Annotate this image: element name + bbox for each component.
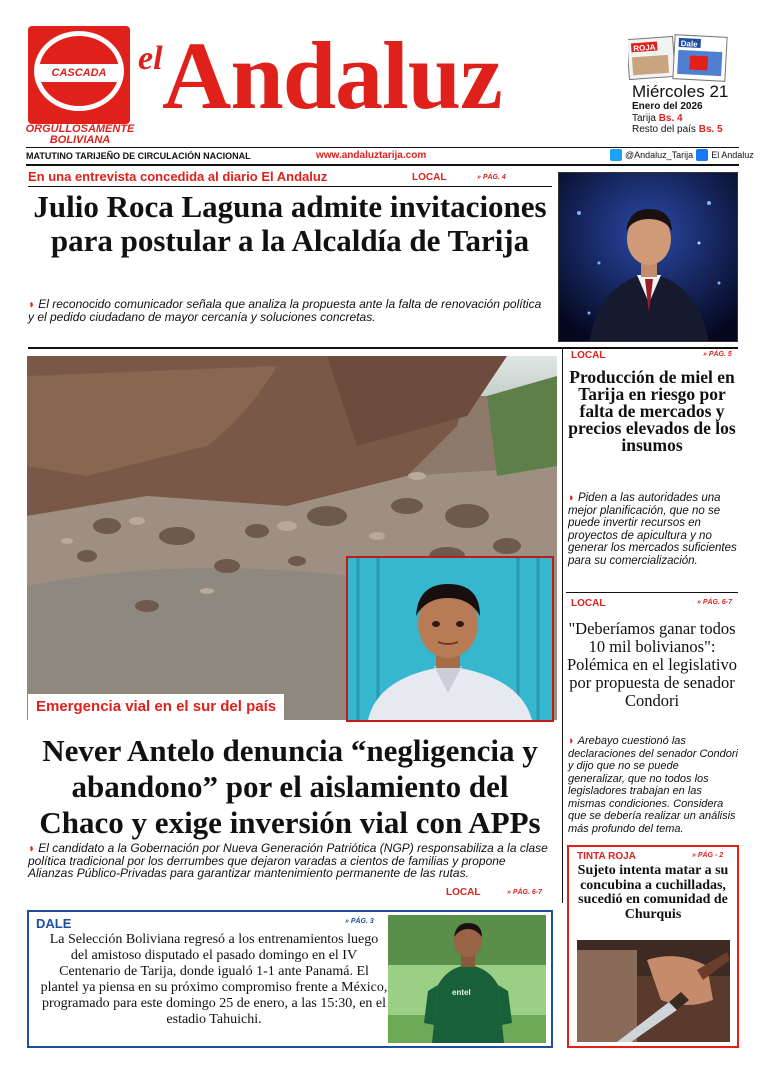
lead-rule xyxy=(28,186,552,187)
side1-section-tag: LOCAL xyxy=(571,350,606,361)
facebook-icon xyxy=(696,149,708,161)
lead-kicker: En una entrevista concedida al diario El Andaluz xyxy=(28,169,328,184)
social-handles xyxy=(610,149,754,161)
side2-headline[interactable]: "Deberíamos ganar todos 10 mil bolivianos": Polémica en el legislativo por propuesta de senador Condori xyxy=(567,619,737,710)
dale-story-text[interactable]: La Selección Boliviana regresó a los entrenamientos luego del amistoso disputado el pasado domingo en el IV Centenario de Tarija, donde igualó 1-1 ante Panamá. El plantel ya piensa en su próximo compromiso frente a México, programado para este domingo 25 de enero, a las 15:30, en el estadio Tahuichi. xyxy=(40,932,388,1027)
lead-section-tag: LOCAL xyxy=(412,172,447,183)
dale-page-ref: » PÁG. 3 xyxy=(345,918,374,925)
presenter-illustration xyxy=(559,173,738,342)
main-page-ref: » PÁG. 6-7 xyxy=(507,889,543,896)
price-local-value: Bs. 4 xyxy=(658,113,683,124)
side1-page-ref: » PÁG. 5 xyxy=(703,351,732,358)
cascada-logo-label: CASCADA xyxy=(38,64,120,82)
side1-deck xyxy=(568,492,738,567)
knife-illustration xyxy=(577,940,730,1042)
lead-deck xyxy=(28,298,546,324)
bullet-icon: ◗ xyxy=(28,297,36,311)
price-rest-value: Bs. 5 xyxy=(698,124,723,135)
lead-portrait-photo[interactable] xyxy=(558,172,738,342)
footballer-photo[interactable] xyxy=(388,915,546,1043)
brand-prefix: el xyxy=(138,40,163,77)
price-rest-label: Resto del país xyxy=(632,124,696,135)
side2-deck-text: Arebayo cuestionó las declaraciones del senador Condori y dijo que no se puede generalizar, que no todos los legisladores trabajan en las mismas condiciones. Considera que se debería realizar un análisis más profundo del tema. xyxy=(568,735,738,835)
lead-page-ref: » PÁG. 4 xyxy=(477,174,506,181)
footballer-illustration xyxy=(388,915,546,1043)
candidate-illustration xyxy=(348,558,552,720)
candidate-photo[interactable] xyxy=(346,556,554,722)
logo-tagline: ORGULLOSAMENTE BOLIVIANA xyxy=(25,123,135,146)
newspaper-title: Andaluz xyxy=(162,22,502,129)
column-divider xyxy=(562,348,563,903)
side2-page-ref: » PÁG. 6-7 xyxy=(697,599,733,606)
bullet-icon: ◗ xyxy=(28,841,36,855)
issue-date-day: Miércoles 21 xyxy=(632,82,729,101)
side1-deck-text: Piden a las autoridades una mejor planificación, que no se puede invertir recursos en proyectos de apicultura y no generar los mercados suficientes para su comercialización. xyxy=(568,492,737,567)
dale-section-tag: DALE xyxy=(36,916,72,931)
twitter-handle[interactable]: @Andaluz_Tarija xyxy=(625,150,694,160)
tinta-page-ref: » PÁG - 2 xyxy=(692,852,724,859)
side-divider xyxy=(566,592,738,593)
tinta-headline[interactable]: Sujeto intenta matar a su concubina a cuchilladas, sucedió en comunidad de Churquis xyxy=(577,863,729,922)
jersey-sponsor-label: entel xyxy=(452,988,471,997)
thumb-label-dale: Dale xyxy=(680,38,698,49)
price-rest xyxy=(632,124,723,135)
website-link[interactable]: www.andaluztarija.com xyxy=(316,150,427,161)
bullet-icon: ◗ xyxy=(568,492,575,504)
price-local xyxy=(632,113,683,124)
supplement-thumbnails xyxy=(628,34,728,82)
crime-photo[interactable] xyxy=(577,940,730,1042)
issue-date-month: Enero del 2026 xyxy=(632,101,703,112)
side1-headline[interactable]: Producción de miel en Tarija en riesgo por falta de mercados y precios elevados de los insumos xyxy=(568,367,736,455)
masthead-rule-top xyxy=(26,147,739,148)
masthead-rule-bottom xyxy=(26,164,739,166)
bullet-icon: ◗ xyxy=(568,735,575,747)
main-deck-text: El candidato a la Gobernación por Nueva Generación Patriótica (NGP) responsabiliza a la clase política tradicional por los derrumbes que dejaron varadas a cientos de familias y propone Alianzas Público-Privadas para garantizar mantenimiento permanente de las rutas. xyxy=(28,841,548,880)
photo-caption: Emergencia vial en el sur del país xyxy=(28,694,284,720)
main-deck xyxy=(28,842,548,880)
thumb-label-roja: ROJA xyxy=(632,42,656,54)
facebook-handle[interactable]: El Andaluz xyxy=(711,150,754,160)
circulation-strap: MATUTINO TARIJEÑO DE CIRCULACIÓN NACIONAL xyxy=(26,151,251,161)
lead-deck-text: El reconocido comunicador señala que analiza la propuesta ante la falta de renovación política y el pedido ciudadano de mayor cercanía y soluciones concretas. xyxy=(28,297,542,324)
main-headline[interactable]: Never Antelo denuncia “negligencia y abandono” por el aislamiento del Chaco y exige inversión vial con APPs xyxy=(39,733,541,840)
twitter-icon xyxy=(610,149,622,161)
lead-headline[interactable]: Julio Roca Laguna admite invitaciones para postular a la Alcaldía de Tarija xyxy=(33,189,547,258)
tinta-section-tag: TINTA ROJA xyxy=(577,851,636,862)
price-local-label: Tarija xyxy=(632,113,656,124)
side2-deck xyxy=(568,735,738,835)
lead-bottom-rule xyxy=(28,347,738,349)
main-section-tag: LOCAL xyxy=(446,887,481,898)
side2-section-tag: LOCAL xyxy=(571,598,606,609)
